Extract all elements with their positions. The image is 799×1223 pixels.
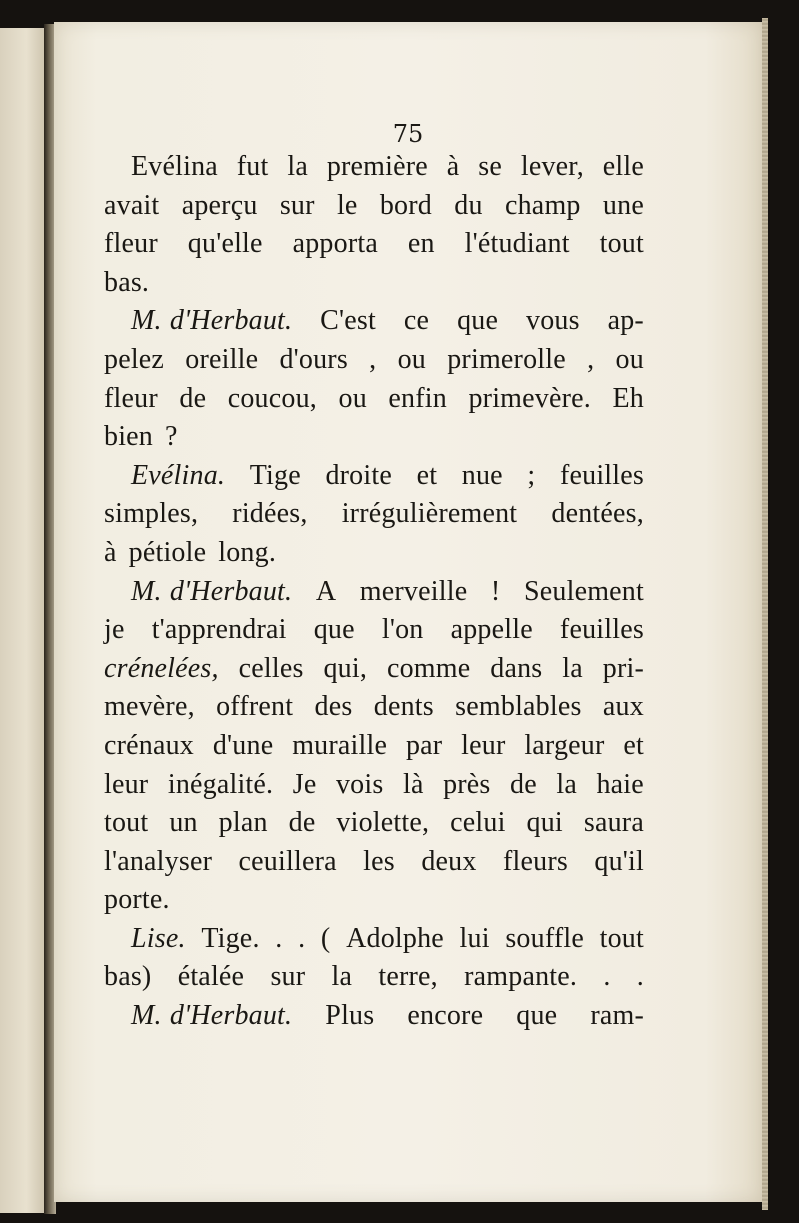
word: de (288, 807, 316, 839)
word: de (179, 382, 207, 414)
word: une (602, 189, 644, 221)
word: bas) (104, 961, 152, 993)
text-line (104, 997, 644, 1036)
word: vois (335, 768, 384, 800)
word: Eh (612, 382, 644, 414)
word: encore (407, 1000, 484, 1032)
word: ou (338, 382, 367, 414)
word: largeur (524, 729, 605, 761)
word: que (516, 1000, 558, 1032)
speaker-name: M. d'Herbaut. (131, 575, 293, 607)
word: avait (104, 189, 160, 221)
text-line (104, 534, 644, 573)
word: là (402, 768, 424, 800)
word: de (510, 768, 537, 800)
word: Seulement (523, 575, 644, 607)
word: C'est (320, 305, 376, 337)
text-line (104, 495, 644, 534)
word: la (562, 652, 583, 684)
word: lever, (520, 151, 584, 182)
word: à (446, 151, 460, 182)
word: . (603, 961, 611, 993)
word: fleur (104, 228, 158, 260)
word: Plus (325, 1000, 375, 1032)
word: leur (461, 729, 506, 761)
word: champ (504, 189, 581, 221)
text-line (104, 380, 644, 419)
word: aperçu (181, 189, 258, 221)
word: ou (615, 343, 644, 375)
word: mevère, (104, 691, 195, 723)
word: crénaux (104, 729, 195, 761)
word: bas. (104, 266, 150, 298)
word: comme (386, 652, 471, 684)
word: et (623, 729, 644, 761)
word: du (454, 189, 483, 221)
word: se (478, 151, 503, 182)
word: bien (104, 421, 154, 453)
word: . (636, 961, 644, 993)
word: la (556, 768, 577, 800)
word: plan (218, 807, 268, 839)
text-line (104, 302, 644, 341)
word: tout (599, 922, 644, 954)
word: Evélina (131, 151, 218, 182)
page-stack-edge (762, 18, 768, 1210)
word: irrégulièrement (341, 498, 518, 530)
word: porte. (104, 884, 170, 916)
word: simples, (104, 498, 199, 530)
word: fleurs (503, 845, 568, 877)
text-line (104, 611, 644, 650)
word: bord (379, 189, 432, 221)
word: dentées, (551, 498, 644, 530)
word: A (315, 575, 337, 607)
word: sur (270, 961, 306, 993)
page-text (104, 148, 644, 1036)
word: étalée (177, 961, 245, 993)
page-number: 75 (392, 120, 424, 148)
text-line (104, 766, 644, 805)
text-line (104, 688, 644, 727)
text-line (104, 958, 644, 997)
word: semblables (455, 691, 582, 723)
word: , (369, 343, 377, 375)
word: Adolphe (346, 922, 444, 954)
word: offrent (216, 691, 294, 723)
word: ap- (607, 305, 644, 337)
word: l'étudiant (464, 228, 570, 260)
word: tout (104, 807, 149, 839)
text-line (104, 187, 644, 226)
word: première (326, 151, 428, 182)
speaker-name: M. d'Herbaut. (131, 305, 293, 337)
word: des (314, 691, 353, 723)
word: terre, (378, 961, 438, 993)
text-line (104, 573, 644, 612)
word: celles (238, 652, 304, 684)
text-line (104, 264, 644, 303)
word: feuilles (559, 459, 644, 491)
text-line (104, 457, 644, 496)
word: pri- (602, 652, 644, 684)
text-line (104, 920, 644, 959)
word: dans (490, 652, 543, 684)
word: et (416, 459, 438, 491)
word: l'analyser (104, 845, 213, 877)
word: Je (292, 768, 317, 800)
word: dents (373, 691, 434, 723)
word: ( (320, 922, 331, 954)
speaker-name: M. d'Herbaut. (131, 1000, 293, 1032)
word: primerolle (447, 343, 566, 375)
word: ! (490, 575, 501, 607)
word: vous (526, 305, 580, 337)
word: droite (325, 459, 392, 491)
word: un (169, 807, 198, 839)
text-line (104, 843, 644, 882)
word: ridées, (232, 498, 308, 530)
word: qui (526, 807, 563, 839)
word: merveille (359, 575, 468, 607)
word: leur (104, 768, 149, 800)
word: pétiole (128, 536, 207, 568)
text-line (104, 341, 644, 380)
word: , (587, 343, 595, 375)
text-line (104, 148, 644, 187)
word: muraille (292, 729, 388, 761)
text-line (104, 650, 644, 689)
text-line (104, 727, 644, 766)
word: sur (279, 189, 315, 221)
word: qui, (323, 652, 368, 684)
word: inégalité. (167, 768, 274, 800)
word: haie (596, 768, 644, 800)
word: tout (599, 228, 644, 260)
word: deux (421, 845, 477, 877)
speaker-name: Lise. (131, 922, 186, 954)
word: ceuillera (238, 845, 337, 877)
word: le (336, 189, 358, 221)
word: t'apprendrai (151, 614, 287, 646)
word: fut (236, 151, 269, 182)
word: celui (450, 807, 506, 839)
word: coucou, (227, 382, 317, 414)
word: ram- (590, 1000, 644, 1032)
text-line (104, 225, 644, 264)
word: qu'il (594, 845, 644, 877)
word: apporta (292, 228, 378, 260)
word: oreille (185, 343, 259, 375)
text-line (104, 418, 644, 457)
word: aux (602, 691, 644, 723)
word: ? (165, 421, 178, 453)
word: violette, (336, 807, 430, 839)
word: rampante. (464, 961, 578, 993)
word: lui (459, 922, 490, 954)
word: elle (602, 151, 644, 182)
word: Tige (249, 459, 301, 491)
speaker-name: Evélina. (131, 459, 226, 491)
word: Tige. (201, 922, 260, 954)
word: la (331, 961, 353, 993)
word: d'ours (279, 343, 348, 375)
word: ce (403, 305, 430, 337)
word: l'on (381, 614, 424, 646)
word: que (457, 305, 499, 337)
word: long. (218, 536, 277, 568)
word: en (407, 228, 435, 260)
word: les (363, 845, 395, 877)
word: pelez (104, 343, 165, 375)
word: par (405, 729, 443, 761)
word: primevère. (468, 382, 591, 414)
word: que (313, 614, 355, 646)
word: qu'elle (187, 228, 263, 260)
text-line (104, 804, 644, 843)
word: appelle (450, 614, 533, 646)
word: feuilles (559, 614, 644, 646)
word: fleur (104, 382, 158, 414)
word: crénelées, (104, 652, 219, 684)
word: nue (461, 459, 503, 491)
text-line (104, 881, 644, 920)
word: d'une (212, 729, 274, 761)
word: ; (527, 459, 536, 491)
word: ou (397, 343, 426, 375)
left-page-edge (0, 28, 44, 1213)
word: . (275, 922, 283, 954)
word: la (287, 151, 308, 182)
word: je (104, 614, 125, 646)
word: enfin (388, 382, 447, 414)
word: . (298, 922, 306, 954)
word: près (443, 768, 491, 800)
word: saura (583, 807, 644, 839)
word: à (104, 536, 117, 568)
word: souffle (505, 922, 584, 954)
